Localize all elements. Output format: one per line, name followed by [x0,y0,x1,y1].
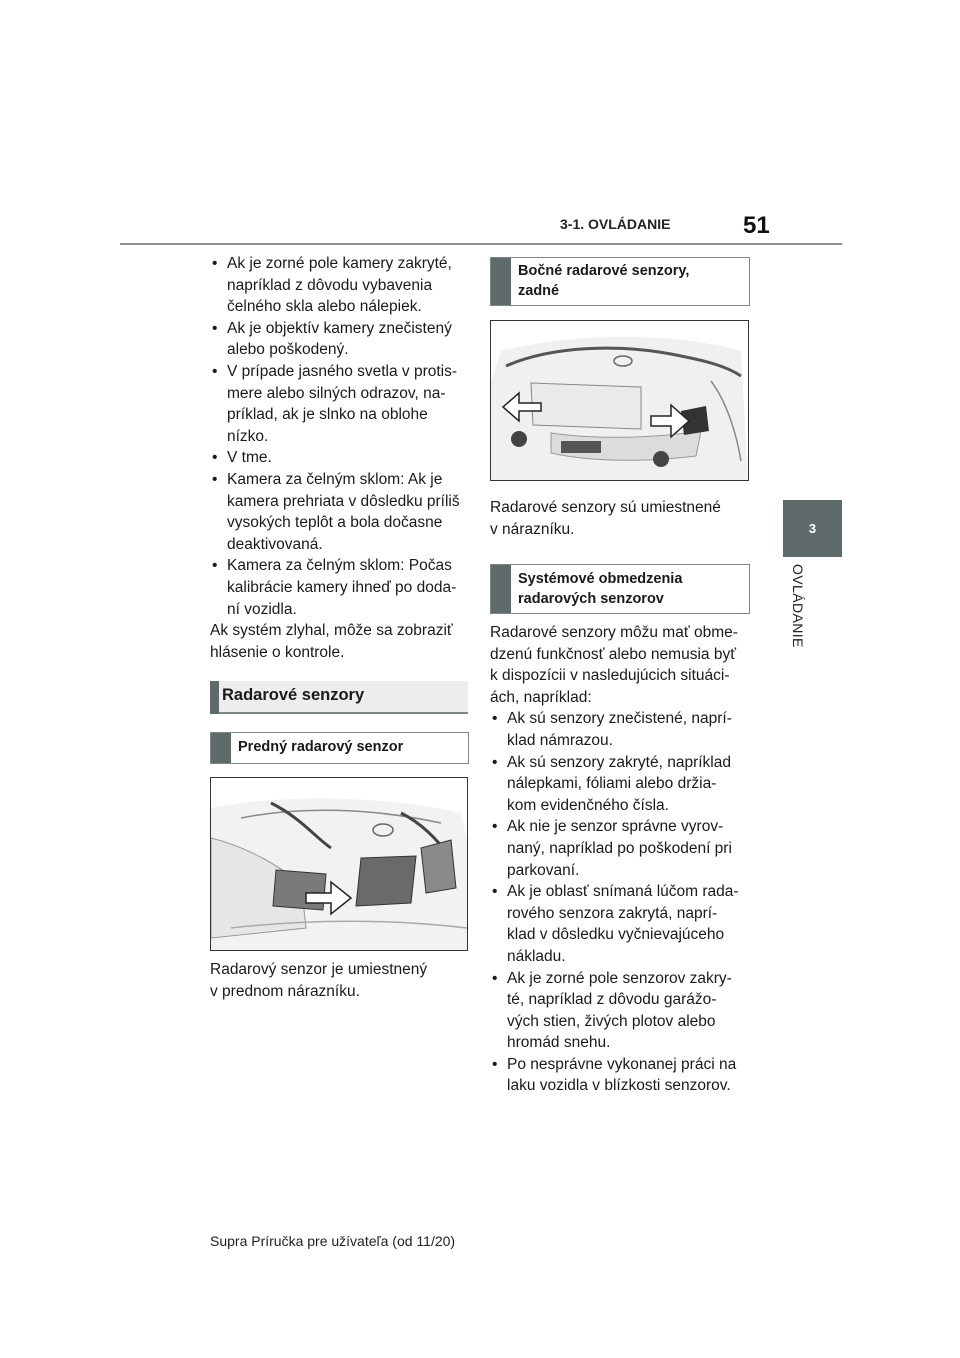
radar-limits-block [490,622,755,1097]
list-item: • Ak sú senzory znečistené, naprí- klad námrazou. [490,708,755,751]
subheading-rear-radar [490,257,750,306]
list-item: • V tme. [210,447,472,469]
list-item: • Po nesprávne vykonanej práci na laku vozidla v blízkosti senzorov. [490,1054,755,1097]
front-caption: Radarový senzor je umiestnený v prednom nárazníku. [210,961,428,1000]
heading-bar [491,258,511,305]
list-item: • Ak nie je senzor správne vyrov- naný, napríklad po poškodení pri parkovaní. [490,816,755,881]
list-item: • Kamera za čelným sklom: Počas kalibrácie kamery ihneď po doda- ní vozidla. [210,555,472,620]
subheading-front-radar [210,732,469,764]
chapter-side-label [792,564,806,664]
heading-bar [211,733,231,763]
subheading-text: Predný radarový senzor [238,739,404,755]
rear-car-drawing [491,321,748,480]
section-heading-text: Radarové senzory [222,686,365,704]
heading-bar [210,681,219,714]
list-item: • Kamera za čelným sklom: Ak je kamera prehriata v dôsledku príliš vysokých teplôt a bola dočasne deaktivovaná. [210,469,472,555]
rear-bumper-illustration [490,320,749,481]
subheading-text: Bočné radarové senzory, zadné [518,263,690,299]
page-number: 51 [743,212,770,239]
front-bumper-illustration [210,777,468,951]
list-item: • Ak je oblasť snímaná lúčom rada- rového senzora zakrytá, naprí- klad v dôsledku vyčnievajúceho nákladu. [490,881,755,967]
failure-note: Ak systém zlyhal, môže sa zobraziť hlásenie o kontrole. [210,622,453,661]
header-rule [120,243,842,245]
subheading-radar-limits [490,564,750,614]
chapter-tab: 3 [783,500,842,557]
front-car-drawing [211,778,467,950]
list-item: • Ak sú senzory zakryté, napríklad nálepkami, fóliami alebo držia- kom evidenčného čísla. [490,752,755,817]
radar-limit-list [490,708,755,1097]
section-heading-radar [210,681,468,714]
chapter-side-label-text: OVLÁDANIE [790,564,806,648]
list-item: • V prípade jasného svetla v protis- mere alebo silných odrazov, na- príklad, ak je slnko na oblohe nízko. [210,361,472,447]
list-item: • Ak je zorné pole kamery zakryté, napríklad z dôvodu vybavenia čelného skla alebo nálepiek. [210,253,472,318]
heading-bar [491,565,511,613]
section-title: 3-1. OVLÁDANIE [560,216,671,232]
page-footer: Supra Príručka pre užívateľa (od 11/20) [210,1233,456,1249]
list-item: • Ak je zorné pole senzorov zakry- té, napríklad z dôvodu garážo- vých stien, živých plotov alebo hromád snehu. [490,968,755,1054]
rear-caption: Radarové senzory sú umiestnené v nárazníku. [490,499,721,538]
camera-limit-list [210,253,472,620]
right-column [490,497,755,540]
left-column [210,253,472,663]
list-item: • Ak je objektív kamery znečistený alebo poškodený. [210,318,472,361]
limits-intro: Radarové senzory môžu mať obme- dzenú funkčnosť alebo nemusia byť k dispozícii v nasledujúcich situáci- ách, napríklad: [490,624,738,706]
subheading-text: Systémové obmedzenia radarových senzorov [518,571,683,607]
